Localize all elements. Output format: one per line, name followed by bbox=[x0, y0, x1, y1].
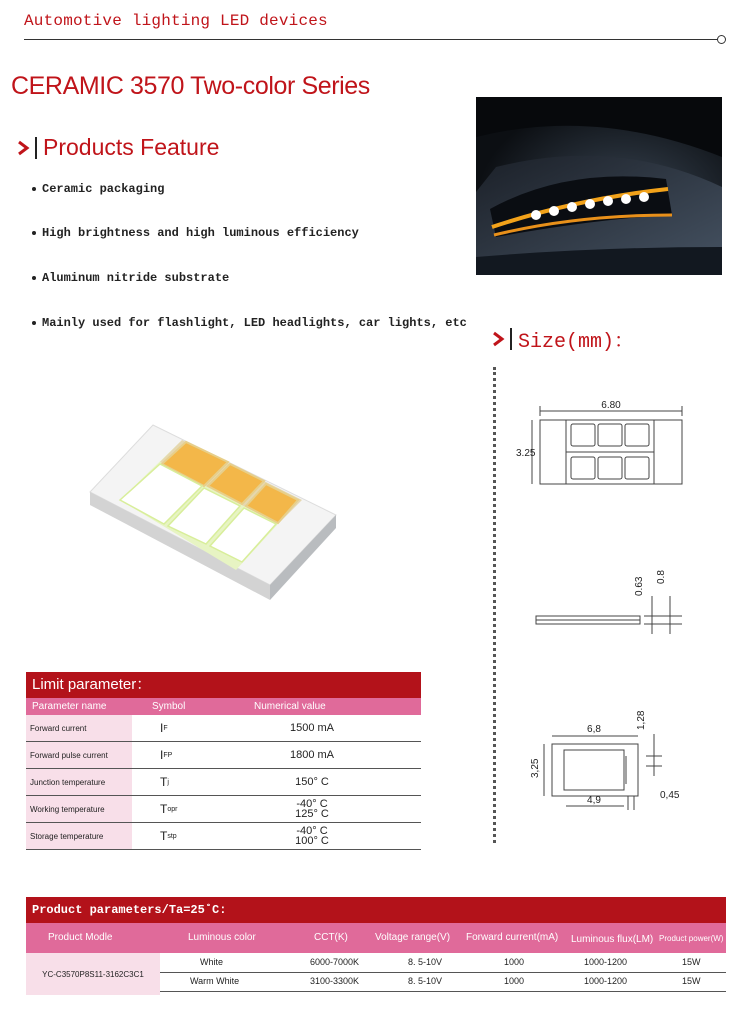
column-header: Luminous flux(LM) bbox=[571, 934, 654, 945]
product-table-title: Product parameters/Ta=25˚C: bbox=[26, 897, 726, 923]
top-view-dimension-drawing bbox=[512, 398, 692, 496]
size-heading bbox=[492, 324, 634, 354]
limit-table-header bbox=[26, 698, 421, 715]
size-label: Size(mm)： bbox=[518, 331, 635, 354]
column-header: Luminous color bbox=[188, 932, 256, 943]
column-header: Product Modle bbox=[48, 932, 113, 943]
bottom-view-height: 3,25 bbox=[530, 758, 541, 778]
page-header-title: Automotive lighting LED devices bbox=[24, 12, 328, 30]
table-row: White 6000-7000K 8. 5-10V 1000 1000-1200 15W bbox=[160, 953, 726, 973]
column-header: CCT(K) bbox=[314, 932, 348, 943]
table-row: Junction temperature T j 150° C bbox=[26, 769, 421, 796]
feature-item: Aluminum nitride substrate bbox=[32, 271, 229, 285]
column-header: Parameter name bbox=[32, 701, 107, 712]
feature-item: Ceramic packaging bbox=[32, 182, 164, 196]
product-table-header bbox=[26, 923, 726, 953]
bottom-view-dimension-drawing bbox=[522, 706, 692, 816]
side-view-dimension-drawing bbox=[530, 566, 690, 640]
column-header: Symbol bbox=[152, 701, 186, 712]
top-view-width: 6.80 bbox=[601, 400, 621, 411]
table-row: Forward current I F 1500 mA bbox=[26, 715, 421, 742]
top-view-height: 3.25 bbox=[516, 448, 536, 459]
header-divider bbox=[24, 39, 718, 40]
column-header: Voltage range(V) bbox=[375, 932, 451, 943]
side-view-dim-a: 0.63 bbox=[634, 576, 645, 596]
product-table-body bbox=[26, 953, 726, 995]
led-package-illustration bbox=[80, 420, 350, 610]
table-row: Storage temperature T stp -40° C 100° C bbox=[26, 823, 421, 850]
table-row: Working temperature T opr -40° C 125° C bbox=[26, 796, 421, 823]
product-model: YC-C3570P8S11-3162C3C1 bbox=[26, 953, 160, 995]
products-feature-label: Products Feature bbox=[43, 134, 220, 160]
series-title: CERAMIC 3570 Two-color Series bbox=[11, 72, 370, 100]
bottom-view-dim-top: 1,28 bbox=[636, 710, 647, 730]
bottom-view-width: 6,8 bbox=[587, 724, 601, 735]
products-feature-heading bbox=[17, 134, 219, 161]
table-row: Forward pulse current I FP 1800 mA bbox=[26, 742, 421, 769]
feature-item: High brightness and high luminous efficiency bbox=[32, 226, 359, 240]
heading-separator bbox=[510, 328, 512, 350]
side-view-dim-b: 0.8 bbox=[656, 570, 667, 584]
heading-separator bbox=[35, 137, 37, 159]
bottom-view-pad: 4,9 bbox=[587, 795, 601, 806]
limit-parameter-table bbox=[26, 672, 421, 850]
limit-table-title: Limit parameter： bbox=[26, 672, 421, 698]
chevron-right-icon bbox=[17, 139, 31, 157]
column-header: Forward current(mA) bbox=[466, 932, 559, 943]
column-header: Product power(W) bbox=[659, 934, 724, 943]
column-header: Numerical value bbox=[254, 701, 326, 712]
car-headlight-photo bbox=[476, 97, 722, 275]
header-divider-dot bbox=[717, 35, 726, 44]
chevron-right-icon bbox=[492, 330, 506, 348]
bottom-view-dim-gap: 0,45 bbox=[660, 790, 680, 801]
feature-item: Mainly used for flashlight, LED headlights, car lights, etc bbox=[32, 316, 467, 330]
product-parameters-table bbox=[26, 897, 726, 995]
table-row: Warm White 3100-3300K 8. 5-10V 1000 1000-1200 15W bbox=[160, 972, 726, 992]
dotted-divider bbox=[493, 367, 496, 843]
